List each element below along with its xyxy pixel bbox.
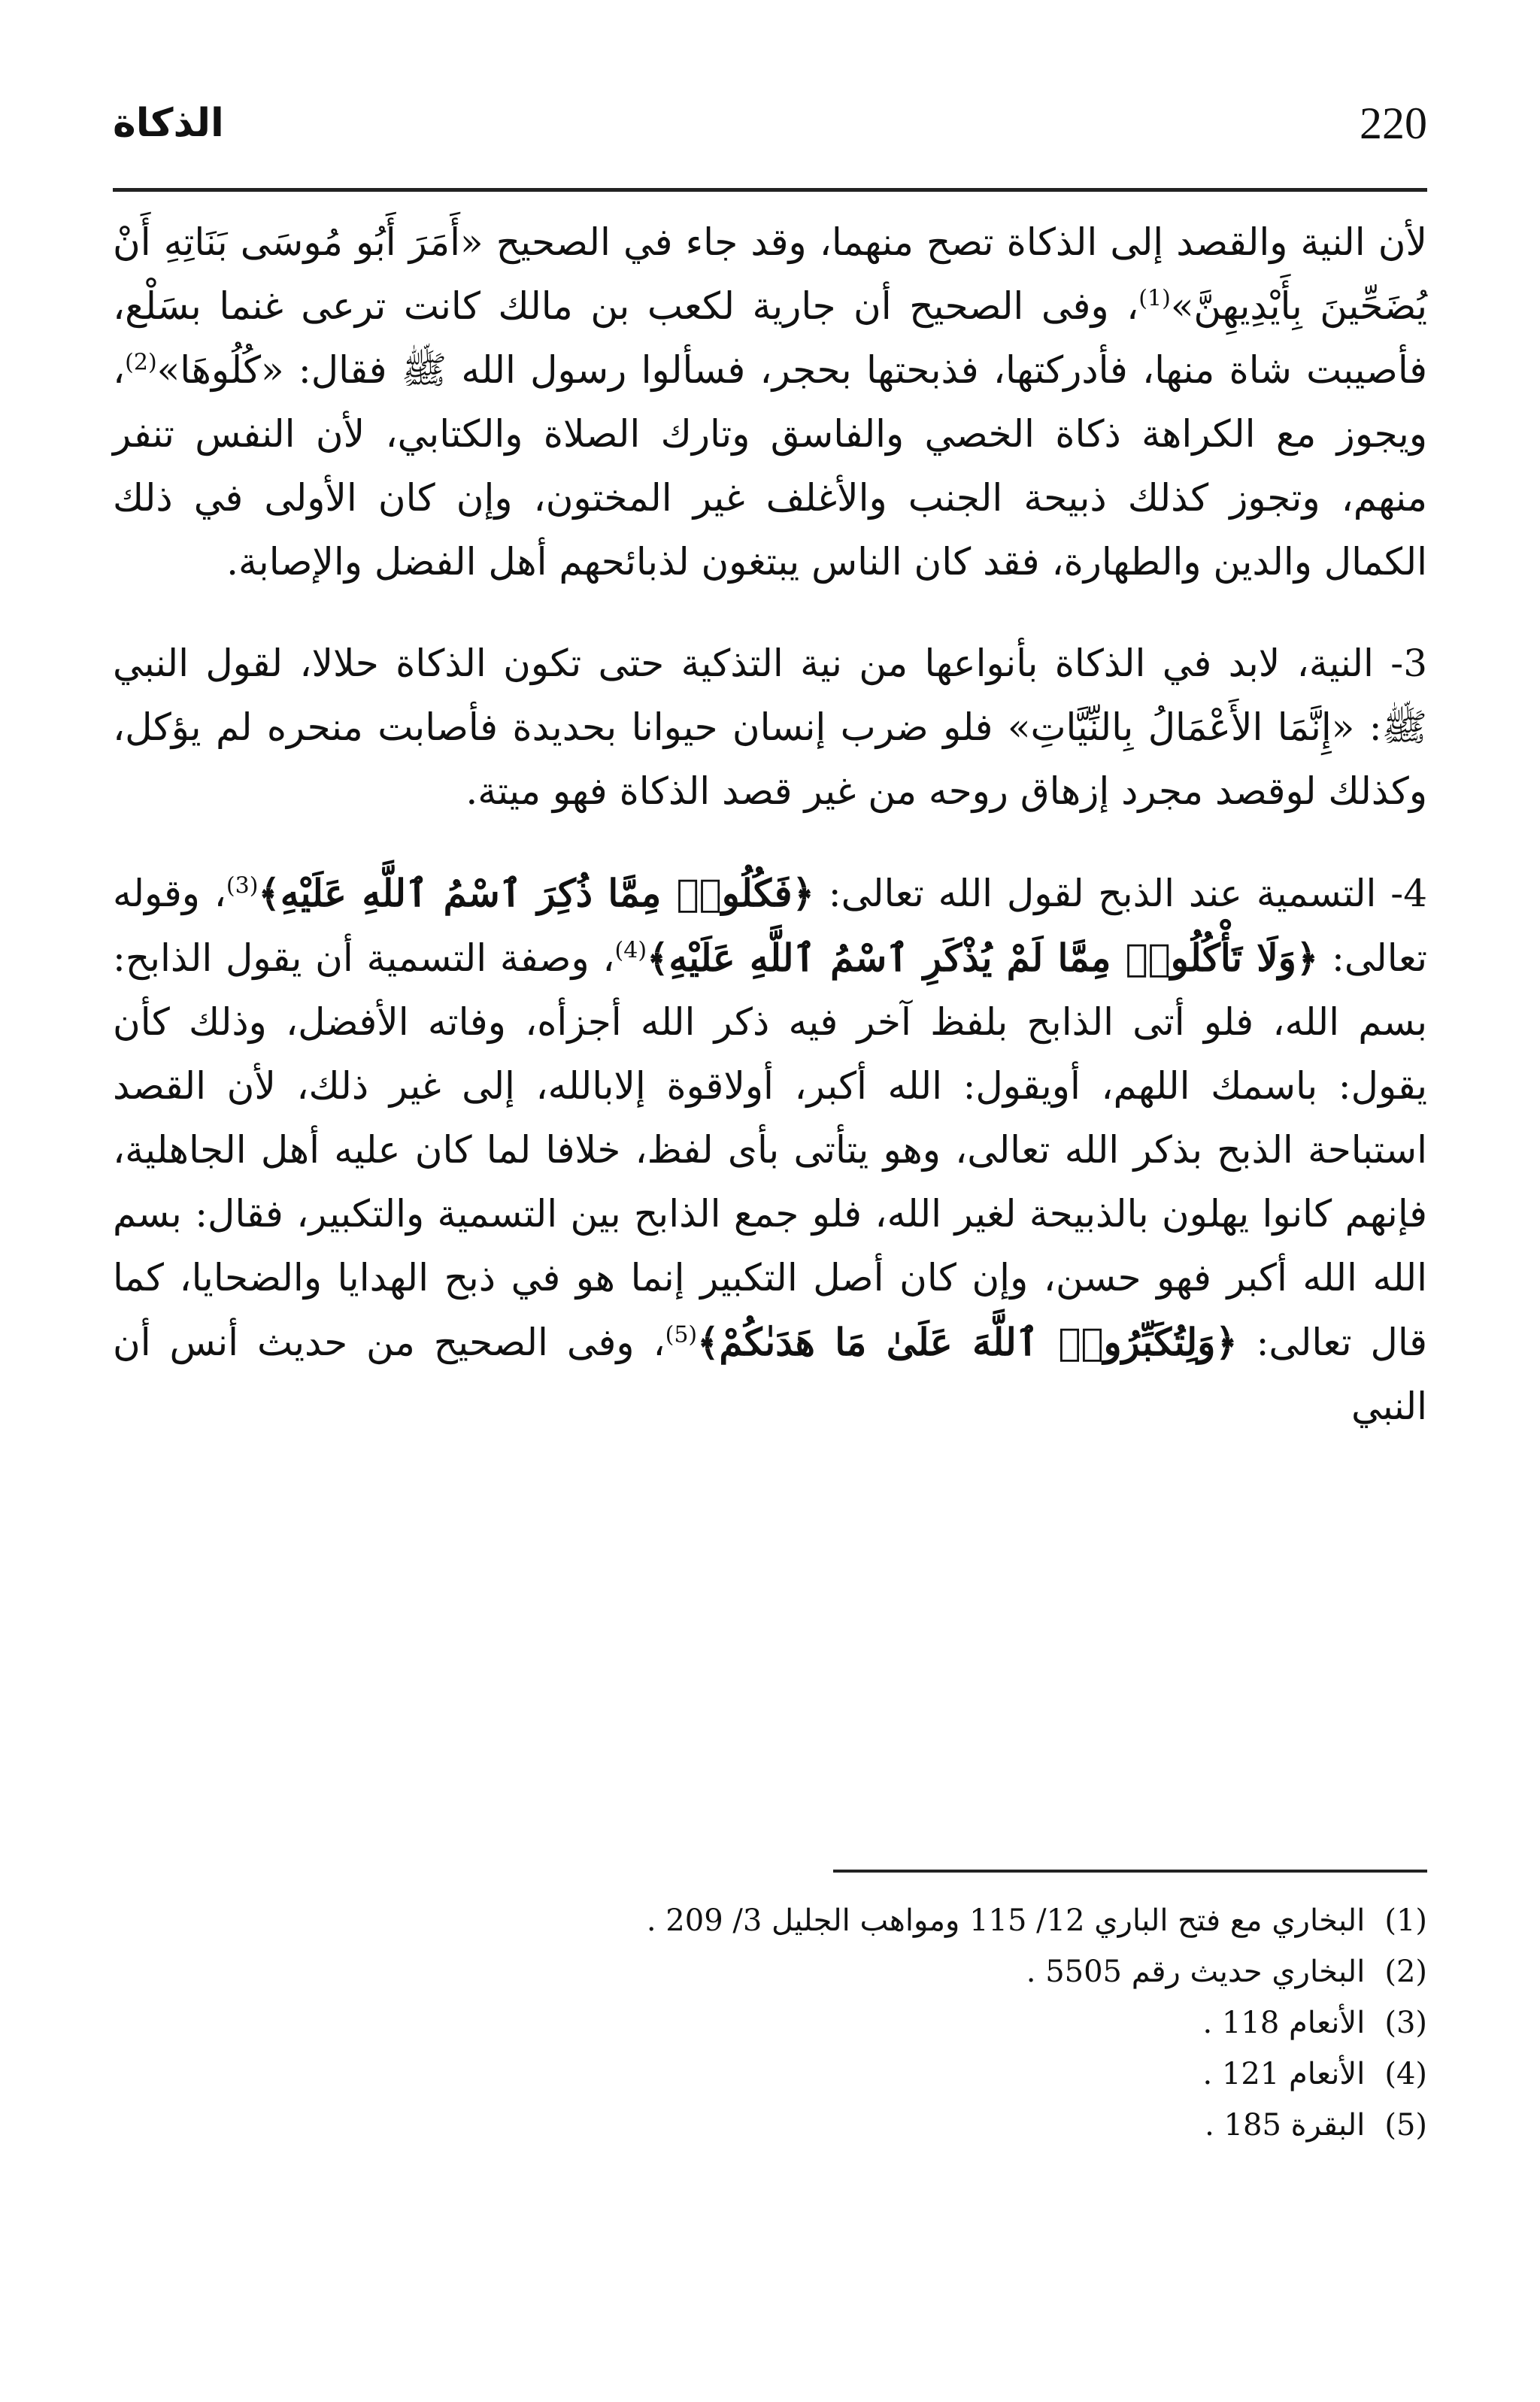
paragraph-3-text-a: 4- التسمية عند الذبح لقول الله تعالى:	[814, 872, 1427, 915]
footnote-number: (3)	[1384, 2006, 1427, 2040]
page-number: 220	[1360, 99, 1427, 148]
paragraph-3-text-c: ، وصفة التسمية أن يقول الذابح: بسم الله، فلو أتى الذابح بلفظ آخر فيه ذكر الله أجزأه، وفاته الأفضل، وذلك كأن يقول: باسمك اللهم، أويقول: الله أكبر، أولاقوة إلابالله، إلى غير ذلك، لأن القصد استباحة الذبح بذكر الله تعالى، وهو يتأتى بأى لفظ، خلافا لما كان عليه أهل الجاهلية، فإنهم كانوا يهلون بالذبيحة لغير الله، فلو جمع الذابح بين التسمية والتكبير، فقال: بسم الله الله أكبر فهو حسن، وإن كان أصل التكبير إنما هو في ذبح الهدايا والضحايا، كما قال تعالى:	[113, 936, 1427, 1364]
footnote-text: البخاري حديث رقم 5505 .	[1026, 1955, 1366, 1989]
paragraph-3	[113, 861, 1427, 1439]
page-header	[113, 90, 1427, 165]
footnote-number: (2)	[1384, 1955, 1427, 1989]
paragraph-3-text-d: ، وفى الصحيح من حديث أنس أن النبي	[113, 1321, 1427, 1428]
footnote-text: الأنعام 118 .	[1202, 2006, 1366, 2040]
paragraph-2-text: 3- النية، لابد في الذكاة بأنواعها من نية التذكية حتى تكون الذكاة حلالا، لقول النبي ﷺ: «إِنَّمَا الأَعْمَالُ بِالنِّيَّاتِ» فلو ضرب إنسان حيوانا بحديدة فأصابت منحره لم يؤكل، وكذلك لوقصد مجرد إزهاق روحه من غير قصد الذكاة فهو ميتة.	[113, 641, 1427, 813]
footnote-text: البخاري مع فتح الباري 12/ 115 ومواهب الجليل 3/ 209 .	[646, 1903, 1366, 1938]
quran-verse-1: ﴿فَكُلُوا۟ مِمَّا ذُكِرَ ٱسْمُ ٱللَّهِ عَلَيْهِ﴾	[258, 871, 814, 915]
footnote-text: الأنعام 121 .	[1202, 2057, 1366, 2091]
footnote-ref-3: (3)	[226, 872, 259, 899]
paragraph-2	[113, 632, 1427, 823]
footnote-number: (5)	[1384, 2108, 1427, 2143]
paragraph-3-text-b: ، وقوله تعالى:	[113, 872, 1428, 980]
paragraph-1-text-c: ، ويجوز مع الكراهة ذكاة الخصي والفاسق وتارك الصلاة والكتابي، لأن النفس تنفر منهم، وتجوز كذلك ذبيحة الجنب والأغلف غير المختون، وإن كان الأولى في ذلك الكمال والدين والطهارة، فقد كان الناس يبتغون لذبائحهم أهل الفضل والإصابة.	[113, 348, 1427, 584]
footnote-number: (4)	[1384, 2057, 1427, 2091]
footnote-2	[113, 1946, 1427, 1997]
footnote-text: البقرة 185 .	[1205, 2108, 1366, 2143]
footnote-ref-1: (1)	[1138, 285, 1171, 312]
footnote-4	[113, 2049, 1427, 2100]
main-text	[113, 211, 1427, 1476]
paragraph-1-text-b: ، وفى الصحيح أن جارية لكعب بن مالك كانت ترعى غنما بسَلْع، فأصيبت شاة منها، فأدركتها، فذبحتها بحجر، فسألوا رسول الله ﷺ فقال: «كُلُوهَا»	[113, 284, 1427, 392]
footnote-5	[113, 2100, 1427, 2151]
paragraph-1	[113, 211, 1427, 594]
quran-verse-2: ﴿وَلَا تَأْكُلُوا۟ مِمَّا لَمْ يُذْكَرِ ٱسْمُ ٱللَّهِ عَلَيْهِ﴾	[647, 936, 1319, 980]
paragraph-1-text-a: لأن النية والقصد إلى الذكاة تصح منهما، وقد جاء في الصحيح «أَمَرَ أَبُو مُوسَى بَنَاتِهِ أَنْ يُضَحِّينَ بِأَيْدِيهِنَّ»	[113, 220, 1427, 328]
footnote-ref-2: (2)	[125, 349, 157, 376]
header-rule	[113, 188, 1427, 192]
footnote-ref-4: (4)	[614, 937, 647, 964]
footnote-1	[113, 1895, 1427, 1946]
running-title: الذكاة	[113, 101, 224, 146]
footnote-ref-5: (5)	[665, 1321, 698, 1348]
footnotes	[113, 1895, 1427, 2151]
footnote-number: (1)	[1384, 1903, 1427, 1938]
footnote-3	[113, 1997, 1427, 2049]
quran-verse-3: ﴿وَلِتُكَبِّرُوا۟ ٱللَّهَ عَلَىٰ مَا هَدَىٰكُمْ﴾	[697, 1320, 1238, 1364]
footnote-rule	[833, 1870, 1427, 1873]
